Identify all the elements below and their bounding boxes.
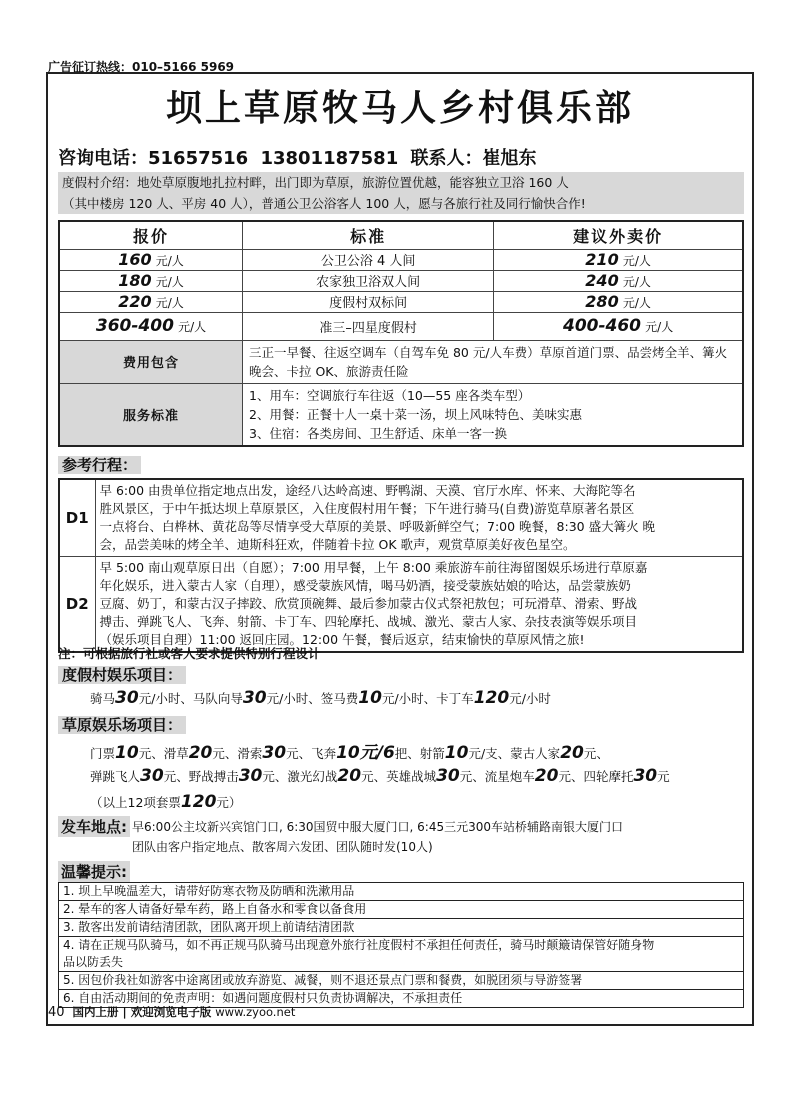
itinerary-line: 搏击、弹跳飞人、飞奔、射箭、卡丁车、四轮摩托、战城、激光、蒙古人家、杂技表演等娱乐项目 [99,614,638,629]
itinerary-day: D1 [59,479,95,557]
intro-line: 度假村介绍：地处草原腹地扎拉村畔，出门即为草原，旅游位置优越，能容独立卫浴 160 人 [62,175,569,190]
item-price: 30 [242,688,267,708]
item-text: 把、射箭 [394,746,445,761]
item-price: 120 [473,688,510,708]
price-cell [59,249,243,270]
item-price: 10元/6 [336,743,395,763]
price-unit: 元/人 [155,254,184,268]
sell-value: 210 [585,250,619,269]
header-sell-price: 建议外卖价 [494,221,743,249]
fee-line: 三正一早餐、往返空调车（自驾车免 80 元/人车费）草原首道门票、品尝烤全羊、篝火 [249,344,728,360]
prairie-items-line [90,766,670,786]
package-ticket-line [90,792,241,812]
item-text: 元/小时 [509,691,551,706]
item-text: 元） [216,795,242,810]
item-price: 30 [238,766,263,786]
item-price: 20 [337,766,362,786]
ad-hotline: 广告征订热线：010–5166 5969 [48,60,235,74]
item-text: 元、滑索 [212,746,263,761]
contact-line: 咨询电话：51657516 13801187581 联系人：崔旭东 [58,148,537,169]
item-text: 元、 [583,746,609,761]
standard-cell: 公卫公浴 4 人间 [243,249,494,270]
service-line: 1、用车：空调旅行车往返（10—55 座各类车型） [249,387,531,403]
itinerary-title-text: 参考行程： [58,456,141,474]
item-price: 30 [262,743,287,763]
standard-cell: 农家独卫浴双人间 [243,270,494,291]
item-text: 元 [657,769,670,784]
item-price: 20 [188,743,213,763]
sell-value: 240 [585,271,619,290]
price-cell [59,312,243,340]
advert-frame [46,72,754,1026]
item-text: 元、飞奔 [286,746,337,761]
price-value: 360-400 [95,316,174,336]
item-price: 20 [534,766,559,786]
itinerary-line: （娱乐项目自理）11:00 返回庄园。12:00 午餐，餐后返京，结束愉快的草原风情之旅! [99,632,585,647]
sell-cell [494,291,743,312]
tip-item: 5. 因包价我社如游客中途离团或放弃游览、减餐，则不退还景点门票和餐费，如脱团须与导游签署 [59,972,743,990]
service-label: 服务标准 [59,383,243,446]
departure-line: 团队由客户指定地点、散客周六发团、团队随时发(10人) [132,840,433,854]
itinerary-line: 早 6:00 由贵单位指定地点出发，途经八达岭高速、野鸭湖、天漠、官厅水库、怀来、大海陀等名 [99,483,636,498]
prairie-items-line [90,738,609,763]
item-text: 骑马 [90,691,116,706]
price-row [59,249,743,270]
fee-content [243,340,744,383]
page-title: 坝上草原牧马人乡村俱乐部 [165,88,634,129]
itinerary-row [59,557,743,653]
tip-item: 2. 晕车的客人请备好晕车药，路上自备水和零食以备食用 [59,901,743,919]
itinerary-day: D2 [59,557,95,653]
item-text: 元/小时、马队向导 [138,691,243,706]
sell-cell [494,270,743,291]
resort-items-line [90,688,551,708]
itinerary-table [58,478,744,653]
itinerary-note: 注：可根据旅行社或客人要求提供特别行程设计 [58,646,321,661]
departure-line: 早6:00公主坟新兴宾馆门口, 6:30国贸中服大厦门口, 6:45三元300车站桥辅路南银大厦门口 [132,820,624,834]
tip-item: 3. 散客出发前请结清团款，团队离开坝上前请结清团款 [59,919,743,937]
standard-cell: 度假村双标间 [243,291,494,312]
tip-item: 4. 请在正规马队骑马，如不再正规马队骑马出现意外旅行社度假村不承担任何责任，骑马时颠簸请保管好随身物 [63,938,655,952]
item-price: 30 [436,766,460,786]
service-content [243,383,744,446]
fee-label: 费用包含 [59,340,243,383]
price-row [59,270,743,291]
sell-value: 280 [585,292,619,311]
intro-line: （其中楼房 120 人、平房 40 人），普通公卫公浴客人 100 人，愿与各旅行社及同行愉快合作! [62,196,586,211]
price-value: 220 [118,292,152,311]
sell-unit: 元/人 [622,254,651,268]
item-text: 元、滑草 [138,746,189,761]
item-text: 元、四轮摩托 [558,769,634,784]
price-value: 160 [118,250,152,269]
service-line: 2、用餐：正餐十人一桌十菜一汤，坝上风味特色、美味实惠 [249,406,582,422]
item-price: 20 [560,743,584,763]
prairie-entertainment-title [58,714,186,735]
item-text: 元、流星炮车 [459,769,535,784]
item-price: 30 [633,766,658,786]
resort-intro [58,172,744,214]
fee-line: 晚会、卡拉 OK、旅游责任险 [249,363,409,379]
price-unit: 元/人 [155,275,184,289]
item-text: 元、野战搏击 [163,769,239,784]
sell-value: 400-460 [562,316,642,336]
item-price: 10 [115,743,139,763]
itinerary-line: 年化娱乐，进入蒙古人家（自理），感受蒙族风情，喝马奶酒，接受蒙族姑娘的哈达，品尝蒙族奶 [99,578,631,593]
fee-row [59,340,743,383]
tip-item: 6. 自由活动期间的免责声明：如遇问题度假村只负责协调解决，不承担责任 [63,991,463,1005]
item-text: 元/小时、签马费 [266,691,359,706]
footer-url[interactable]: www.zyoo.net [215,1005,296,1019]
itinerary-line: 早 5:00 南山观草原日出（自愿）；7:00 用早餐，上午 8:00 乘旅游车前往海留图娱乐场进行草原嘉 [99,560,648,575]
sell-unit: 元/人 [622,296,651,310]
tips-label: 温馨提示: [58,861,130,882]
item-price: 120 [180,792,217,812]
itinerary-line: 一点将台、白桦林、黄花岛等尽情享受大草原的美景、呼吸新鲜空气；7:00 晚餐，8:30 盛大篝火 晚 [99,519,656,534]
departure-label: 发车地点: [58,816,130,837]
itinerary-line: 胜风景区，于中午抵达坝上草原景区，入住度假村用午餐；下午进行骑马(自费)游览草原著名景区 [99,501,635,516]
item-text: 元、激光幻战 [262,769,338,784]
price-cell [59,291,243,312]
item-text: 门票 [90,746,116,761]
item-price: 10 [444,743,469,763]
price-table-header [59,221,743,249]
price-value: 180 [118,271,152,290]
header-standard: 标准 [243,221,494,249]
itinerary-desc [95,479,743,557]
item-text: 元/支、蒙古人家 [468,746,561,761]
footer-text: 国内上册 | 欢迎浏览电子版 [72,1005,212,1019]
resort-entertainment-title-text: 度假村娱乐项目： [58,666,186,684]
price-table [58,220,744,447]
item-price: 30 [140,766,164,786]
tips-list [58,882,744,1008]
item-text: 弹跳飞人 [90,769,141,784]
page-footer [48,1004,295,1020]
tip-item: 1. 坝上早晚温差大，请带好防寒衣物及防晒和洗漱用品 [59,883,743,901]
itinerary-line: 豆腐、奶丁，和蒙古汉子摔跤、欣赏顶碗舞、最后参加蒙古仪式祭祀敖包；可玩滑草、滑索、野战 [99,596,638,611]
item-price: 10 [358,688,382,708]
sell-cell [494,312,743,340]
itinerary-desc [95,557,743,653]
itinerary-line: 会，品尝美味的烤全羊、迪斯科狂欢，伴随着卡拉 OK 歌声，观赏草原美好夜色星空。 [99,537,576,552]
item-text: （以上12项套票 [90,795,181,810]
sell-cell [494,249,743,270]
standard-cell: 准三–四星度假村 [243,312,494,340]
price-row [59,312,743,340]
sell-unit: 元/人 [645,320,674,334]
page-number: 40 [48,1005,65,1020]
header-price: 报价 [59,221,243,249]
prairie-entertainment-title-text: 草原娱乐场项目： [58,716,186,734]
tip-item: 品以防丢失 [59,954,743,972]
price-unit: 元/人 [155,296,184,310]
item-text: 元/小时、卡丁车 [381,691,474,706]
item-text: 元、英雄战城 [361,769,437,784]
service-row [59,383,743,446]
price-unit: 元/人 [178,320,207,334]
itinerary-row [59,479,743,557]
service-line: 3、住宿：各类房间、卫生舒适、床单一客一换 [249,425,507,441]
resort-entertainment-title [58,664,186,685]
sell-unit: 元/人 [622,275,651,289]
itinerary-title [58,454,141,475]
price-row [59,291,743,312]
item-price: 30 [115,688,139,708]
price-cell [59,270,243,291]
